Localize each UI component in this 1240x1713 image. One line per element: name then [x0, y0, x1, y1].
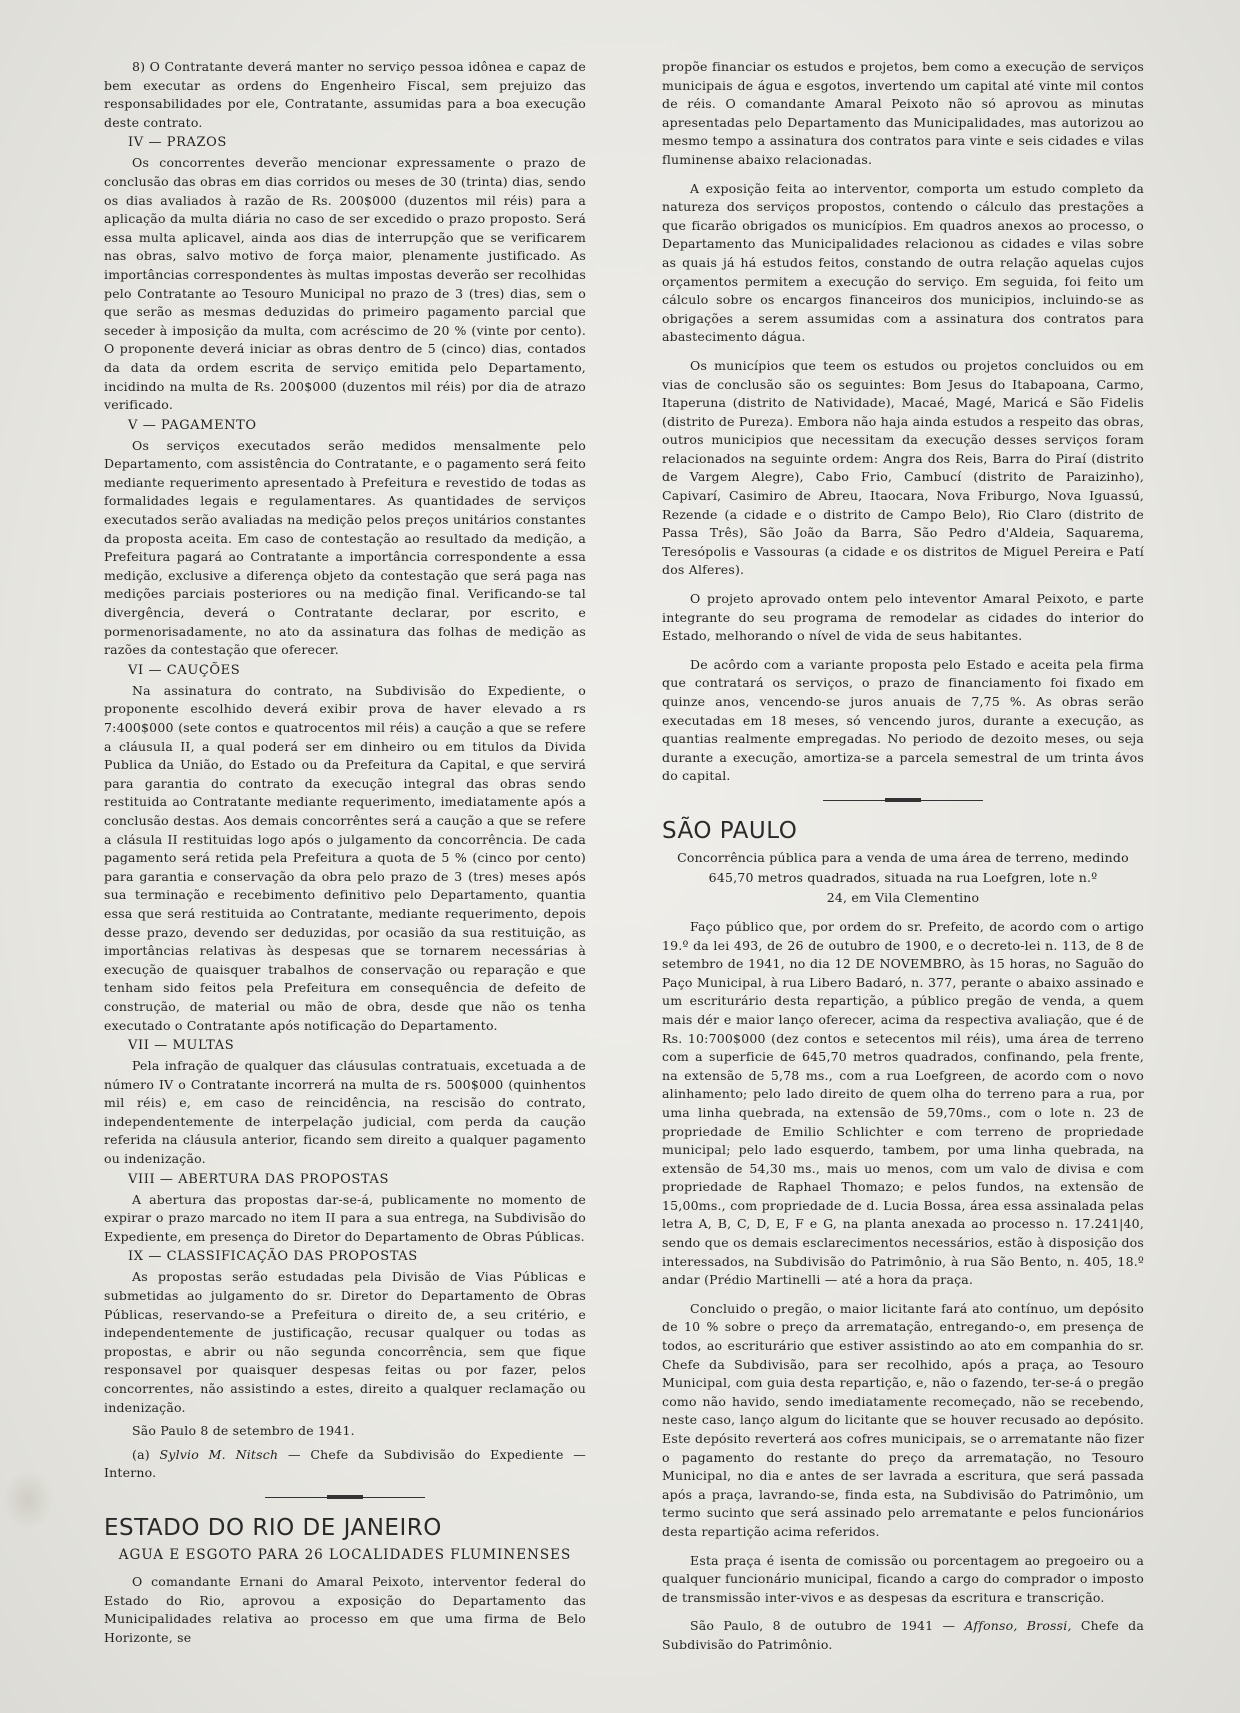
multas-text: Pela infração de qualquer das cláusulas contratuais, excetuada a de número IV o Contratante incorrerá na multa de rs. 500$000 (quinhentos mil réis) e, em caso de reincidência, na rescisão do contrato, independentemente de interpelação judicial, com perda da caução referida na cláusula anterior, ficando sem direito a qualquer pagamento ou indenização.: [104, 1058, 586, 1167]
left-signature: [104, 1446, 586, 1483]
sp-sig-pre: São Paulo, 8 de outubro de 1941 —: [690, 1618, 956, 1634]
heading-multas: VII — MULTAS: [128, 1038, 235, 1054]
rio-continuation: propõe financiar os estudos e projetos, bem como a execução de serviços municipais de água e esgotos, invertendo um capital até vinte mil contos de réis. O comandante Amaral Peixoto não só aprovou as minutas apresentadas pelo Departamento das Municipalidades, mas autorizou ao mesmo tempo a assinatura dos contratos para vinte e seis cidades e vilas fluminense abaixo relacionadas.: [662, 59, 1144, 167]
sp-signature: [662, 1617, 1144, 1654]
sp-sub-line-1: Concorrência pública para a venda de uma área de terreno, medindo: [677, 849, 1129, 865]
prazos-text: Os concorrentes deverão mencionar expressamente o prazo de conclusão das obras em dias corridos ou meses de 30 (trinta) dias, sendo os dias avaliados à razão de Rs. 200$000 (duzentos mil réis) para a aplicação da multa diária no caso de ser excedido o prazo proposto. Será essa multa aplicavel, ainda aos dias de interrupção que se verificarem nas obras, salvo motivo de força maior, plenamente justificado. As importâncias correspondentes às multas impostas deverão ser recolhidas pelo Contratante ao Tesouro Municipal no prazo de 3 (tres) dias, sem o que serão as mesmas deduzidas do primeiro pagamento parcial que seceder à imposição da multa, com acréscimo de 20 % (vinte por cento). O proponente deverá iniciar as obras dentro de 5 (cinco) dias, contados da data da ordem escrita de serviço emitida pelo Departamento, incidindo na multa de Rs. 200$000 (duzentos mil réis) por dia de atrazo verificado.: [104, 155, 586, 413]
classificacao-text: As propostas serão estudadas pela Divisão de Vias Públicas e submetidas ao julgamento do sr. Diretor do Departamento de Obras Públicas, reservando-se a Prefeitura o direito de, a seu critério, e independentemente de justificação, recusar qualquer ou todas as propostas, e abrir ou não segunda concorrência, sem que fique responsavel por quaisquer despesas feitas ou por fazer, pelos concorrentes, não assistindo a estes, direito a qualquer reclamação ou indenização.: [104, 1269, 586, 1415]
heading-classificacao: IX — CLASSIFICAÇÃO DAS PROPOSTAS: [128, 1249, 418, 1265]
state-rio-title: ESTADO DO RIO DE JANEIRO: [104, 1514, 442, 1541]
sig-prefix: (a): [132, 1446, 150, 1462]
left-column: [104, 58, 586, 1647]
clause-8: 8) O Contratante deverá manter no serviço pessoa idônea e capaz de bem executar as ordens do Engenheiro Fiscal, sem prejuizo das responsabilidades por ele, Contratante, assumidas para a boa execução deste contrato.: [104, 59, 586, 130]
rio-municipios: Os municípios que teem os estudos ou projetos concluidos ou em vias de conclusão são os seguintes: Bom Jesus do Itabapoana, Carmo, Itaperuna (distrito de Natividade), Macaé, Magé, Maricá e São Fidelis (distrito de Pureza). Embora não haja ainda estudos a respeito das obras, outros municipios que necessitam da execução desses serviços foram relacionados na seguinte ordem: Angra dos Reis, Barra do Piraí (distrito de Vargem Alegre), Cabo Frio, Cambucí (distrito de Paraizinho), Capivarí, Casimiro de Abreu, Itaocara, Nova Friburgo, Nova Iguassú, Rezende (a cidade e o distrito de Campo Belo), Rio Claro (distrito de Passa Três), São João da Barra, São Pedro d'Aldeia, Saquarema, Teresópolis e Vassouras (a cidade e os distritos de Miguel Pereira e Patí dos Alferes).: [662, 357, 1144, 578]
rio-exposicao: A exposição feita ao interventor, comporta um estudo completo da natureza dos serviços propostos, contendo o cálculo das prestações a que ficarão obrigados os municípios. Em quadros anexos ao processo, o Departamento das Municipalidades relacionou as cidades e vilas sobre as quais já há estudos feitos, constando de outra relação aquelas cujos orçamentos permitem a execução do serviço. Em seguida, foi feito um cálculo sobre os encargos financeiros dos municipios, incluindo-se as obrigações a serem assumidas com a assinatura dos contratos para abastecimento dágua.: [662, 180, 1144, 345]
paper-stain: [2, 1470, 54, 1530]
section-divider-right: [823, 800, 983, 804]
sp-sub-line-2: 645,70 metros quadrados, situada na rua Loefgren, lote n.º: [708, 869, 1098, 885]
sp-pregao: Concluido o pregão, o maior licitante fará ato contínuo, um depósito de 10 % sobre o preço da arrematação, entregando-o, em presença de todos, ao escriturário que estiver assistindo ao ato em companhia do sr. Chefe da Subdivisão, para ser recolhido, após a praça, ao Tesouro Municipal, com guia desta repartição, e, não o fazendo, ter-se-á o pregão como não havido, sendo imediatamente recomeçado, não se recebendo, neste caso, lanço algum do licitante que se houver recusado ao depósito. Este depósito reverterá aos cofres municipais, se o arrematante não fizer o pagamento do restante do preço da arrematação, no Tesouro Municipal, no dia e antes de ser lavrada a escritura, que será passada após a praça, lavrando-se, finda esta, na Subdivisão do Patrimônio, um termo sucinto que será assinado pelo arrematante e pelos funcionários desta repartição acima referidos.: [662, 1300, 1144, 1539]
sp-sig-name: Affonso, Brossi,: [964, 1618, 1072, 1634]
caucoes-text: Na assinatura do contrato, na Subdivisão do Expediente, o proponente escolhido deverá exibir prova de haver elevado a rs 7:400$000 (sete contos e quatrocentos mil réis) a caução a que se refere a cláusula II, a qual poderá ser em dinheiro ou em titulos da Divida Publica da União, do Estado ou da Prefeitura da Capital, e que servirá para garantia do contrato da execução integral das obras sendo restituida ao Contratante mediante requerimento, imediatamente após a conclusão destas. Aos demais concorrêntes será a caução a que se refere a clásula II restituidas logo após o julgamento da concorrência. De cada pagamento será retida pela Prefeitura a quota de 5 % (cinco por cento) para garantia e conservação da obra pelo prazo de 3 (tres) meses após sua terminação e recebimento definitivo pelo Departamento, quantia essa que será restituida ao Contratante, mediante requerimento, depois desse prazo, devendo ser deduzidas, por ocasião da sua restituição, as importâncias relativas às despesas que se tornarem necessárias à execução de quaisquer trabalhos de conservação ou reparação e que tenham sido feitos pela Prefeitura em consequência de defeito de construção, de material ou mão de obra, desde que não os tenha executado o Contratante após notificação do Departamento.: [104, 682, 586, 1033]
sig-rest: — Chefe da Subdivisão do Expediente — Interno.: [104, 1446, 586, 1481]
sig-name: Sylvio M. Nitsch: [159, 1446, 279, 1462]
heading-prazos: IV — PRAZOS: [128, 135, 227, 151]
sp-sub-line-3: 24, em Vila Clementino: [826, 889, 980, 905]
rio-projeto: O projeto aprovado ontem pelo inteventor Amaral Peixoto, e parte integrante do seu programa de remodelar as cidades do interior do Estado, melhorando o nível de vida de seus habitantes.: [662, 591, 1144, 644]
sp-isencao: Esta praça é isenta de comissão ou porcentagem ao pregoeiro ou a qualquer funcionário municipal, ficando a cargo do comprador o imposto de transmissão inter-vivos e as despesas da escritura e transcrição.: [662, 1552, 1144, 1605]
sp-sig-rest: Chefe da Subdivisão do Patrimônio.: [662, 1618, 1144, 1652]
sp-edital: Faço público que, por ordem do sr. Prefeito, de acordo com o artigo 19.º da lei 493, de 26 de outubro de 1900, e o decreto-lei n. 113, de 8 de setembro de 1941, no dia 12 DE NOVEMBRO, às 15 horas, no Saguão do Paço Municipal, à rua Libero Badaró, n. 377, perante o abaixo assinado e um escriturário desta repartição, a público pregão de venda, a quem mais dér e maior lanço oferecer, acima da respectiva avaliação, que é de Rs. 10:700$000 (dez contos e setecentos mil réis), uma área de terreno com a superficie de 645,70 metros quadrados, confinando, pela frente, na extensão de 5,78 ms., com a rua Loefgreen, de acordo com o novo alinhamento; pelo lado direito de quem olha do terreno para a rua, por uma linha quebrada, na extensão de 59,70ms., com o lote n. 23 de propriedade de Emilio Schlichter e com terreno de propriedade municipal; pelo lado esquerdo, tambem, por uma linha quebrada, na extensão de 54,30 ms., mais uo menos, com um valo de divisa e com propriedade de Raphael Thomazo; e pelos fundos, na extensão de 15,00ms., com propriedade de d. Lucia Bossa, área essa assinalada pelas letra A, B, C, D, E, F e G, na planta anexada ao processo n. 17.241|40, sendo que os demais esclarecimentos necessários, estão à disposição dos interessados, na Subdivisão do Patrimônio, à rua São Bento, n. 405, 18.º andar (Prédio Martinelli — até a hora da praça.: [662, 918, 1144, 1288]
section-divider: [265, 1497, 425, 1501]
left-date: São Paulo 8 de setembro de 1941.: [132, 1423, 355, 1439]
state-rio-subtitle: AGUA E ESGOTO PARA 26 LOCALIDADES FLUMINENSES: [118, 1546, 572, 1563]
rio-financiamento: De acôrdo com a variante proposta pelo Estado e aceita pela firma que contratará os serviços, o prazo de financiamento foi fixado em quinze anos, vencendo-se juros anuais de 7,75 %. As obras serão executadas em 18 meses, só vencendo juros, durante a execução, as quantias realmente empregadas. No periodo de dezoito meses, ou seja durante a execução, amortiza-se a parcela semestral de um trinta ávos do capital.: [662, 656, 1144, 784]
heading-abertura: VIII — ABERTURA DAS PROPOSTAS: [128, 1171, 389, 1187]
right-column: [662, 58, 1144, 1655]
abertura-text: A abertura das propostas dar-se-á, publicamente no momento de expirar o prazo marcado no item II para a sua entrega, na Subdivisão do Expediente, em presença do Diretor do Departamento de Obras Públicas.: [104, 1191, 586, 1244]
state-rio-text: O comandante Ernani do Amaral Peixoto, interventor federal do Estado do Rio, aprovou a exposição do Departamento das Municipalidades relativa ao processo em que uma firma de Belo Horizonte, se: [104, 1573, 586, 1645]
sao-paulo-title: SÃO PAULO: [662, 817, 798, 844]
sao-paulo-subtitle: [662, 848, 1144, 908]
heading-pagamento: V — PAGAMENTO: [128, 417, 257, 433]
heading-caucoes: VI — CAUÇÕES: [128, 662, 241, 678]
pagamento-text: Os serviços executados serão medidos mensalmente pelo Departamento, com assistência do Contratante, e o pagamento será feito mediante requerimento apresentado à Prefeitura e revestido de todas as formalidades legais e regulamentares. As quantidades de serviços executados serão avaliadas na medição pelos preços unitários constantes da proposta aceita. Em caso de contestação ao resultado da medição, a Prefeitura pagará ao Contratante a importância correspondente a essa medição, exclusive a diferença objeto da contestação que será paga nas medições parciais posteriores ou na medição final. Verificando-se tal divergência, deverá o Contratante declarar, por escrito, e pormenorisadamente, no ato da assinatura das folhas de medição as razões da contestação que oferecer.: [104, 437, 586, 658]
